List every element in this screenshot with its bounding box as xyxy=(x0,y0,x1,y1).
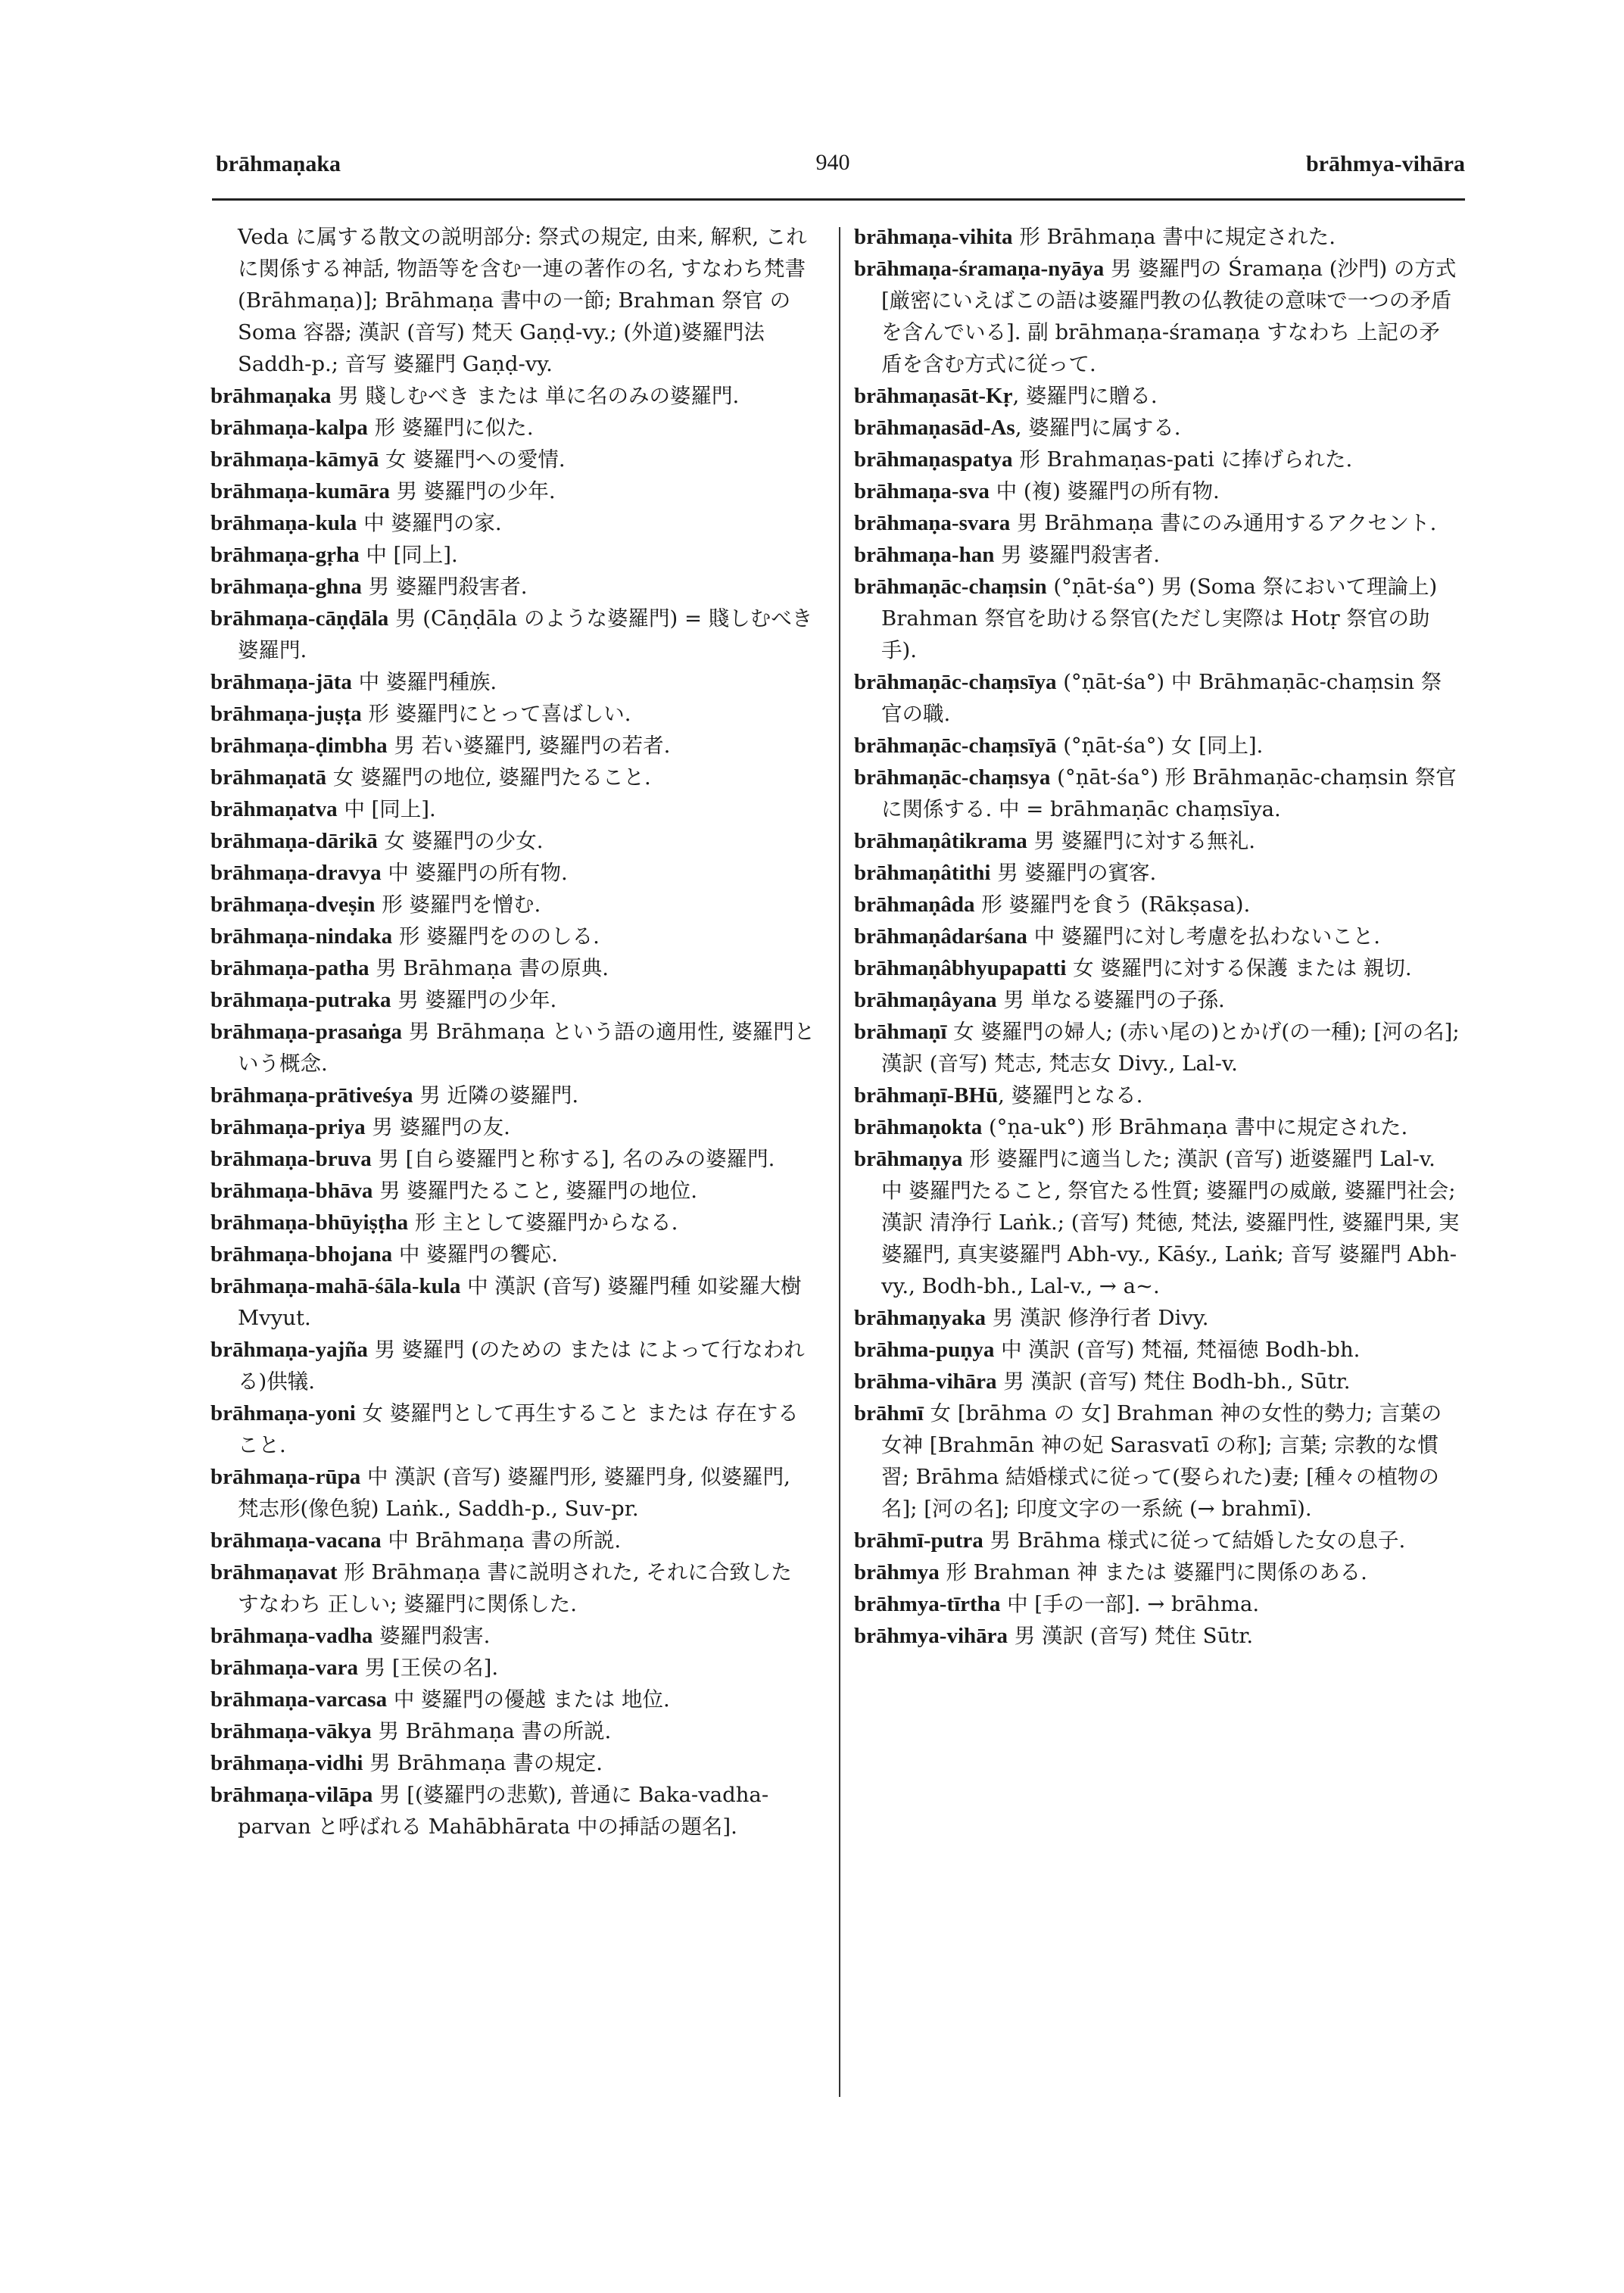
entry-headword: brāhmaṇâdarśana xyxy=(854,924,1027,949)
dictionary-entry xyxy=(210,793,816,825)
entry-headword: brāhmaṇa-gṛha xyxy=(210,543,360,567)
dictionary-entry xyxy=(210,1397,816,1461)
dictionary-entry xyxy=(854,412,1460,444)
entry-gloss: 男 [王侯の名]. xyxy=(357,1656,499,1680)
dictionary-entry xyxy=(854,444,1460,475)
dictionary-entry xyxy=(854,539,1460,571)
entry-headword: brāhmaṇa-vadha xyxy=(210,1624,373,1648)
entry-headword: brāhmaṇa-cāṇḍāla xyxy=(210,606,389,631)
dictionary-entry xyxy=(854,825,1460,857)
dictionary-entry xyxy=(854,666,1460,730)
dictionary-entry xyxy=(854,1366,1460,1397)
entry-gloss: 形 婆羅門を憎む. xyxy=(375,893,541,917)
entry-headword: brāhmaṇavat xyxy=(210,1560,338,1584)
entry-gloss: 男 Brāhma 様式に従って結婚した女の息子. xyxy=(983,1528,1406,1553)
entry-gloss: 男 婆羅門の少年. xyxy=(391,988,557,1012)
dictionary-entry xyxy=(854,1111,1460,1143)
entry-gloss: 中 [同上]. xyxy=(359,543,458,567)
entry-gloss: 女 [brāhma の 女] Brahman 神の女性的勢力; 言葉の女神 [Brahmān 神の妃 Sarasvatī の称]; 言葉; 宗教的な慣習; Brāhma 結婚様式に従って(娶られた)妻; [種々の植物の名]; [河の名]; 印度文字の一系統 (→ brahmī). xyxy=(881,1401,1442,1521)
entry-headword: brāhmaṇatva xyxy=(210,797,338,821)
entry-gloss: 形 Brāhmaṇa 書に説明された, それに合致した すなわち 正しい; 婆羅門に関係した. xyxy=(238,1560,792,1616)
entry-headword: brāhmaṇī-BHū xyxy=(854,1083,999,1108)
dictionary-entry xyxy=(210,1779,816,1843)
dictionary-entry xyxy=(210,1175,816,1207)
entry-gloss: (°ṇāt-śa°) 男 (Soma 祭において理論上) Brahman 祭官を助ける祭官(ただし実際は Hotṛ 祭官の助手). xyxy=(881,575,1438,662)
dictionary-entry xyxy=(210,1111,816,1143)
entry-gloss: 中 漢訳 (音写) 婆羅門形, 婆羅門身, 似婆羅門, 梵志形(像色貌) Laṅk., Saddh-p., Suv-pr. xyxy=(238,1465,790,1521)
entry-gloss: 中 漢訳 (音写) 梵福, 梵福徳 Bodh-bh. xyxy=(994,1338,1361,1362)
entry-gloss: 中 婆羅門種族. xyxy=(351,670,497,694)
entry-headword: brāhmaṇa-mahā-śāla-kula xyxy=(210,1274,461,1298)
dictionary-entry xyxy=(210,1620,816,1652)
entry-gloss: 中 婆羅門の所有物. xyxy=(381,861,568,885)
entry-headword: brāhmaṇa-priya xyxy=(210,1115,366,1139)
dictionary-entry xyxy=(854,857,1460,889)
dictionary-entry xyxy=(210,1238,816,1270)
entry-headword: brāhmaṇa-ḍimbha xyxy=(210,734,388,758)
entry-gloss: 男 若い婆羅門, 婆羅門の若者. xyxy=(387,734,671,758)
entry-gloss: Veda に属する散文の説明部分: 祭式の規定, 由来, 解釈, これに関係する神話, 物語等を含む一連の著作の名, すなわち梵書 (Brāhmaṇa)]; Brāhmaṇa 書中の一節; Brahman 祭官 のSoma 容器; 漢訳 (音写) 梵天 Gaṇḍ-vy.; (外道)婆羅門法 Saddh-p.; 音写 婆羅門 Gaṇḍ-vy. xyxy=(238,225,807,376)
entry-headword: brāhmaṇa-kula xyxy=(210,511,357,535)
entry-gloss: (°ṇāt-śa°) 女 [同上]. xyxy=(1056,734,1264,758)
right-column xyxy=(854,221,1460,1652)
entry-headword: brāhmaṇokta xyxy=(854,1115,983,1139)
dictionary-entry xyxy=(210,475,816,507)
entry-headword: brāhmaṇa-rūpa xyxy=(210,1465,361,1489)
entry-headword: brāhmaṇâtikrama xyxy=(854,829,1027,853)
entry-headword: brāhmaṇatā xyxy=(210,765,327,790)
entry-headword: brāhmaṇa-vidhi xyxy=(210,1751,363,1775)
entry-gloss: 形 Brahman 神 または 婆羅門に関係のある. xyxy=(939,1560,1367,1584)
dictionary-entry xyxy=(210,1461,816,1525)
dictionary-entry xyxy=(210,1016,816,1080)
entry-gloss: 男 漢訳 (音写) 梵住 Bodh-bh., Sūtr. xyxy=(996,1369,1351,1394)
entry-headword: brāhmaṇāc-chaṃsīyā xyxy=(854,734,1057,758)
entry-gloss: , 婆羅門に属する. xyxy=(1015,416,1181,440)
entry-headword: brāhmaṇâbhyupapatti xyxy=(854,956,1067,980)
running-head-right: brāhmya-vihāra xyxy=(1306,151,1465,176)
entry-gloss: 男 Brāhmaṇa 書の原典. xyxy=(369,956,609,980)
running-head-left: brāhmaṇaka xyxy=(216,151,341,176)
entry-gloss: 男 婆羅門に対する無礼. xyxy=(1027,829,1256,853)
entry-gloss: 女 婆羅門に対する保護 または 親切. xyxy=(1066,956,1412,980)
dictionary-entry xyxy=(854,952,1460,984)
entry-gloss: 男 賤しむべき または 単に名のみの婆羅門. xyxy=(331,384,740,408)
entry-gloss: , 婆羅門となる. xyxy=(998,1083,1143,1108)
entry-headword: brāhmaṇāc-chaṃsya xyxy=(854,765,1051,790)
entry-headword: brāhmī-putra xyxy=(854,1528,983,1553)
dictionary-entry xyxy=(854,1302,1460,1334)
entry-headword: brāhmaṇa-sva xyxy=(854,479,990,503)
dictionary-entry xyxy=(854,380,1460,412)
entry-gloss: (°ṇāt-śa°) 形 Brāhmaṇāc-chaṃsin 祭官に関係する. 中 = brāhmaṇāc chaṃsīya. xyxy=(881,765,1457,821)
entry-headword: brāhmaṇa-kāmyā xyxy=(210,447,379,472)
entry-headword: brāhmaṇa-dārikā xyxy=(210,829,378,853)
entry-headword: brāhmaṇāc-chaṃsīya xyxy=(854,670,1057,694)
entry-gloss: 女 婆羅門の婦人; (赤い尾の)とかげ(の一種); [河の名]; 漢訳 (音写) 梵志, 梵志女 Divy., Lal-v. xyxy=(881,1020,1460,1076)
entry-headword: brāhmaṇa-kalpa xyxy=(210,416,368,440)
dictionary-entry xyxy=(210,889,816,921)
entry-headword: brāhmaṇa-bruva xyxy=(210,1147,372,1171)
dictionary-entry xyxy=(210,921,816,952)
entry-headword: brāhmaṇa-vākya xyxy=(210,1719,372,1743)
entry-gloss: 男 婆羅門の少年. xyxy=(389,479,556,503)
dictionary-entry xyxy=(854,1556,1460,1588)
dictionary-entry xyxy=(854,762,1460,825)
entry-headword: brāhmaṇasād-As xyxy=(854,416,1015,440)
page-number: 940 xyxy=(815,150,850,175)
dictionary-entry xyxy=(210,1715,816,1747)
entry-headword: brāhmaṇa-yoni xyxy=(210,1401,356,1425)
entry-gloss: 中 漢訳 (音写) 婆羅門種 如娑羅大樹 Mvyut. xyxy=(238,1274,802,1330)
dictionary-entry xyxy=(210,857,816,889)
entry-gloss: 男 (Cāṇḍāla のような婆羅門) = 賤しむべき婆羅門. xyxy=(238,606,813,662)
dictionary-entry xyxy=(210,1525,816,1556)
dictionary-entry xyxy=(210,666,816,698)
entry-gloss: 中 婆羅門の家. xyxy=(357,511,502,535)
entry-gloss: 形 婆羅門に似た. xyxy=(367,416,534,440)
dictionary-entry xyxy=(210,1652,816,1684)
entry-gloss: 中 Brāhmaṇa 書の所説. xyxy=(381,1528,622,1553)
entry-gloss: 女 婆羅門の少女. xyxy=(377,829,544,853)
entry-gloss: 男 婆羅門たること, 婆羅門の地位. xyxy=(372,1179,698,1203)
entry-headword: brāhmaṇa-yajña xyxy=(210,1338,368,1362)
entry-gloss: 女 婆羅門への愛情. xyxy=(379,447,566,472)
entry-headword: brāhmaṇâda xyxy=(854,893,975,917)
dictionary-entry xyxy=(854,730,1460,762)
entry-gloss: 男 Brāhmaṇa という語の適用性, 婆羅門という概念. xyxy=(238,1020,815,1076)
dictionary-entry xyxy=(854,475,1460,507)
entry-headword: brāhmaṇa-vilāpa xyxy=(210,1783,373,1807)
dictionary-entry xyxy=(210,698,816,730)
entry-gloss: 男 近隣の婆羅門. xyxy=(413,1083,579,1108)
entry-gloss: 男 婆羅門殺害者. xyxy=(361,575,528,599)
entry-headword: brāhmaṇa-vara xyxy=(210,1656,358,1680)
dictionary-entry xyxy=(854,889,1460,921)
entry-headword: brāhma-puṇya xyxy=(854,1338,995,1362)
dictionary-entry xyxy=(854,984,1460,1016)
entry-gloss: 男 [(婆羅門の悲歎), 普通に Baka-vadha-parvan と呼ばれる Mahābhārata 中の挿話の題名]. xyxy=(238,1783,769,1839)
entry-headword: brāhmaṇa-svara xyxy=(854,511,1011,535)
dictionary-entry xyxy=(854,1080,1460,1111)
entry-gloss: 形 婆羅門を食う (Rākṣasa). xyxy=(974,893,1251,917)
left-column xyxy=(210,221,816,1843)
entry-headword: brāhmaṇa-bhūyiṣṭha xyxy=(210,1210,409,1235)
entry-gloss: 形 Brahmaṇas-pati に捧げられた. xyxy=(1012,447,1353,472)
entry-headword: brāhmaṇa-varcasa xyxy=(210,1687,388,1712)
entry-gloss: 形 Brāhmaṇa 書中に規定された. xyxy=(1012,225,1336,249)
entry-headword: brāhmaṇī xyxy=(854,1020,947,1044)
entry-headword: brāhmaṇa-bhāva xyxy=(210,1179,373,1203)
dictionary-entry xyxy=(210,412,816,444)
entry-gloss: 形 婆羅門をののしる. xyxy=(392,924,600,949)
entry-headword: brāhma-vihāra xyxy=(854,1369,997,1394)
entry-headword: brāhmya-tīrtha xyxy=(854,1592,1001,1616)
entry-headword: brāhmya xyxy=(854,1560,940,1584)
dictionary-entry xyxy=(854,921,1460,952)
entry-gloss: 男 Brāhmaṇa 書にのみ通用するアクセント. xyxy=(1010,511,1437,535)
dictionary-entry xyxy=(210,507,816,539)
entry-headword: brāhmaṇa-patha xyxy=(210,956,369,980)
entry-gloss: 中 婆羅門の優越 または 地位. xyxy=(387,1687,670,1712)
entry-headword: brāhmaṇâtithi xyxy=(854,861,991,885)
dictionary-entry xyxy=(854,507,1460,539)
dictionary-entry xyxy=(210,571,816,603)
dictionary-entry xyxy=(210,444,816,475)
dictionary-entry xyxy=(210,1334,816,1397)
dictionary-entry xyxy=(210,1684,816,1715)
dictionary-entry xyxy=(210,1143,816,1175)
entry-headword: brāhmaṇyaka xyxy=(854,1306,987,1330)
entry-gloss: , 婆羅門に贈る. xyxy=(1012,384,1158,408)
entry-gloss: 形 婆羅門に適当した; 漢訳 (音写) 逝婆羅門 Lal-v. 中 婆羅門たること, 祭官たる性質; 婆羅門の威厳, 婆羅門社会; 漢訳 清浄行 Laṅk.; (音写) 梵徳, 梵法, 婆羅門性, 婆羅門果, 実婆羅門, 真実婆羅門 Abh-vy., Kāśy., Laṅk; 音写 婆羅門 Abh-vy., Bodh-bh., Lal-v., → a~. xyxy=(881,1147,1460,1298)
entry-gloss: 男 単なる婆羅門の子孫. xyxy=(996,988,1225,1012)
entry-headword: brāhmaṇaka xyxy=(210,384,332,408)
dictionary-entry xyxy=(210,825,816,857)
column-divider xyxy=(839,227,840,2097)
dictionary-entry xyxy=(210,1207,816,1238)
entry-gloss: (°ṇa-uk°) 形 Brāhmaṇa 書中に規定された. xyxy=(982,1115,1408,1139)
dictionary-entry xyxy=(210,1080,816,1111)
dictionary-entry xyxy=(854,221,1460,253)
dictionary-entry xyxy=(854,1525,1460,1556)
entry-headword: brāhmaṇa-kumāra xyxy=(210,479,390,503)
dictionary-entry xyxy=(210,952,816,984)
entry-gloss: 中 (複) 婆羅門の所有物. xyxy=(989,479,1220,503)
entry-gloss: 男 婆羅門 (のための または によって行なわれる)供犠. xyxy=(238,1338,805,1394)
dictionary-entry xyxy=(210,984,816,1016)
entry-gloss: 女 婆羅門として再生すること または 存在すること. xyxy=(238,1401,799,1457)
entry-headword: brāhmaṇya xyxy=(854,1147,963,1171)
dictionary-entry xyxy=(854,1143,1460,1302)
entry-gloss: 中 婆羅門に対し考慮を払わないこと. xyxy=(1027,924,1381,949)
entry-gloss: (°ṇāt-śa°) 中 Brāhmaṇāc-chaṃsin 祭官の職. xyxy=(881,670,1442,726)
entry-gloss: 男 婆羅門の賓客. xyxy=(990,861,1157,885)
entry-headword: brāhmaṇa-ghna xyxy=(210,575,362,599)
dictionary-entry xyxy=(210,603,816,666)
dictionary-entry xyxy=(210,730,816,762)
entry-headword: brāhmaṇa-dravya xyxy=(210,861,382,885)
entry-headword: brāhmaṇāc-chaṃsin xyxy=(854,575,1047,599)
dictionary-entry xyxy=(854,1016,1460,1080)
entry-gloss: 男 婆羅門殺害者. xyxy=(994,543,1161,567)
entry-gloss: 男 漢訳 修浄行者 Divy. xyxy=(986,1306,1209,1330)
dictionary-entry xyxy=(210,1556,816,1620)
dictionary-entry xyxy=(210,380,816,412)
dictionary-entry xyxy=(854,1620,1460,1652)
entry-headword: brāhmaṇa-śramaṇa-nyāya xyxy=(854,257,1105,281)
entry-gloss: 男 Brāhmaṇa 書の所説. xyxy=(371,1719,612,1743)
entry-headword: brāhmya-vihāra xyxy=(854,1624,1008,1648)
entry-headword: brāhmaṇa-dveṣin xyxy=(210,893,376,917)
entry-headword: brāhmaṇa-prasaṅga xyxy=(210,1020,402,1044)
entry-gloss: 中 [同上]. xyxy=(337,797,436,821)
entry-headword: brāhmaṇa-nindaka xyxy=(210,924,393,949)
dictionary-entry xyxy=(210,539,816,571)
entry-headword: brāhmaṇaspatya xyxy=(854,447,1013,472)
entry-headword: brāhmaṇa-putraka xyxy=(210,988,391,1012)
entry-headword: brāhmaṇa-han xyxy=(854,543,995,567)
dictionary-entry xyxy=(854,253,1460,380)
entry-gloss: 婆羅門殺害. xyxy=(372,1624,491,1648)
dictionary-entry xyxy=(854,1397,1460,1525)
entry-gloss: 形 主として婆羅門からなる. xyxy=(408,1210,678,1235)
dictionary-entry xyxy=(854,1334,1460,1366)
entry-headword: brāhmaṇa-vihita xyxy=(854,225,1013,249)
dictionary-entry xyxy=(854,1588,1460,1620)
entry-headword: brāhmaṇa-jāta xyxy=(210,670,352,694)
entry-gloss: 女 婆羅門の地位, 婆羅門たること. xyxy=(326,765,651,790)
entry-gloss: 男 Brāhmaṇa 書の規定. xyxy=(363,1751,603,1775)
entry-headword: brāhmaṇa-vacana xyxy=(210,1528,382,1553)
dictionary-entry xyxy=(854,571,1460,666)
entry-gloss: 男 漢訳 (音写) 梵住 Sūtr. xyxy=(1008,1624,1254,1648)
entry-headword: brāhmaṇâyana xyxy=(854,988,997,1012)
dictionary-entry xyxy=(210,1270,816,1334)
dictionary-entry xyxy=(210,221,816,380)
entry-gloss: 男 [自ら婆羅門と称する], 名のみの婆羅門. xyxy=(371,1147,775,1171)
header-rule xyxy=(212,198,1465,201)
dictionary-entry xyxy=(210,1747,816,1779)
entry-headword: brāhmaṇa-prātiveśya xyxy=(210,1083,413,1108)
entry-gloss: 中 婆羅門の饗応. xyxy=(392,1242,558,1266)
entry-gloss: 男 婆羅門の友. xyxy=(365,1115,510,1139)
entry-headword: brāhmaṇa-bhojana xyxy=(210,1242,393,1266)
entry-gloss: 中 [手の一部]. → brāhma. xyxy=(1000,1592,1260,1616)
entry-headword: brāhmaṇasāt-Kṛ xyxy=(854,384,1013,408)
entry-headword: brāhmaṇa-juṣṭa xyxy=(210,702,362,726)
dictionary-entry xyxy=(210,762,816,793)
entry-gloss: 形 婆羅門にとって喜ばしい. xyxy=(361,702,631,726)
entry-gloss: 男 婆羅門の Śramaṇa (沙門) の方式 [厳密にいえばこの語は婆羅門教の仏教徒の意味で一つの矛盾を含んでいる]. 副 brāhmaṇa-śramaṇa すなわち 上記の矛盾を含む方式に従って. xyxy=(881,257,1457,376)
entry-headword: brāhmī xyxy=(854,1401,924,1425)
